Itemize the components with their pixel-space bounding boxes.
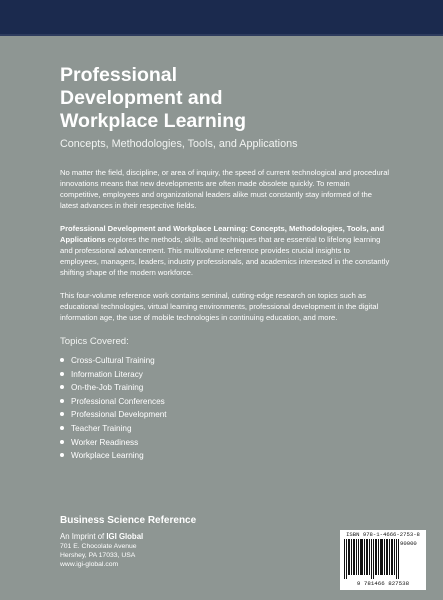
intro-paragraph: No matter the field, discipline, or area of inquiry, the speed of current technological and procedural innovations means that new developments are often made obsolete quickly. To remain competitive, employees and organizational leaders alike must constantly stay informed of the latest advances in their respective fields. <box>60 168 390 210</box>
top-band <box>0 0 443 34</box>
book-title <box>60 64 390 133</box>
bullet-icon <box>60 399 64 403</box>
title-line-1: Professional <box>60 64 178 86</box>
book-subtitle: Concepts, Methodologies, Tools, and Applications <box>60 138 298 150</box>
topic-label: Cross-Cultural Training <box>71 356 155 365</box>
imprint-prefix: An Imprint of <box>60 532 107 541</box>
publisher-website: www.igi-global.com <box>60 561 119 569</box>
topic-item <box>60 422 390 436</box>
bullet-icon <box>60 358 64 362</box>
publisher-address-line-1: 701 E. Chocolate Avenue <box>60 543 137 550</box>
topic-item <box>60 408 390 422</box>
topic-item <box>60 354 390 368</box>
publisher-name: Business Science Reference <box>60 515 197 526</box>
price-code: 90000 <box>400 540 417 547</box>
description-text: explores the methods, skills, and techniques that are essential to lifelong learning and professional advancement. This multivolume reference provides crucial insights to employees, managers, leaders, industry professionals, and academics interested in the constantly shifting shape of the modern workforce. <box>60 235 390 277</box>
topic-item <box>60 436 390 450</box>
bullet-icon <box>60 385 64 389</box>
imprint-brand: IGI Global <box>106 532 144 541</box>
description-paragraph <box>60 223 390 278</box>
topic-item <box>60 368 390 382</box>
top-band-edge <box>0 34 443 36</box>
scope-paragraph: This four-volume reference work contains seminal, cutting-edge research on topics such as educational technologies, virtual learning environments, professional development in the digital information age, the use of mobile technologies in continuing education, and more. <box>60 291 379 322</box>
publisher-address-line-2: Hershey, PA 17033, USA <box>60 552 136 560</box>
topic-label: On-the-Job Training <box>71 383 144 393</box>
publisher-block <box>60 514 290 570</box>
topic-label: Workplace Learning <box>71 451 144 461</box>
barcode-bars-icon <box>344 539 400 579</box>
bullet-icon <box>60 453 64 457</box>
back-cover-content <box>60 64 390 463</box>
title-line-2: Development and <box>60 87 223 109</box>
isbn-barcode <box>340 530 426 590</box>
bullet-icon <box>60 412 64 416</box>
topics-heading: Topics Covered: <box>60 336 129 347</box>
topic-label: Worker Readiness <box>71 437 139 447</box>
topic-label: Professional Conferences <box>71 396 165 406</box>
title-line-3: Workplace Learning <box>60 110 247 132</box>
bullet-icon <box>60 440 64 444</box>
description-title: Professional Development and Workplace Learning: Concepts, Methodologies, Tools, and Applications <box>60 224 385 244</box>
topic-label: Teacher Training <box>71 423 132 433</box>
isbn-label: ISBN 978-1-4666-2753-8 <box>346 531 420 538</box>
topic-label: Information Literacy <box>71 369 143 379</box>
bullet-icon <box>60 372 64 376</box>
topic-label: Professional Development <box>71 410 167 420</box>
topic-item <box>60 395 390 409</box>
bullet-icon <box>60 426 64 430</box>
topic-item <box>60 381 390 395</box>
topics-list <box>60 354 390 463</box>
topic-item <box>60 449 390 463</box>
ean-digits: 9 781466 827538 <box>356 580 410 587</box>
publisher-imprint <box>60 531 290 542</box>
